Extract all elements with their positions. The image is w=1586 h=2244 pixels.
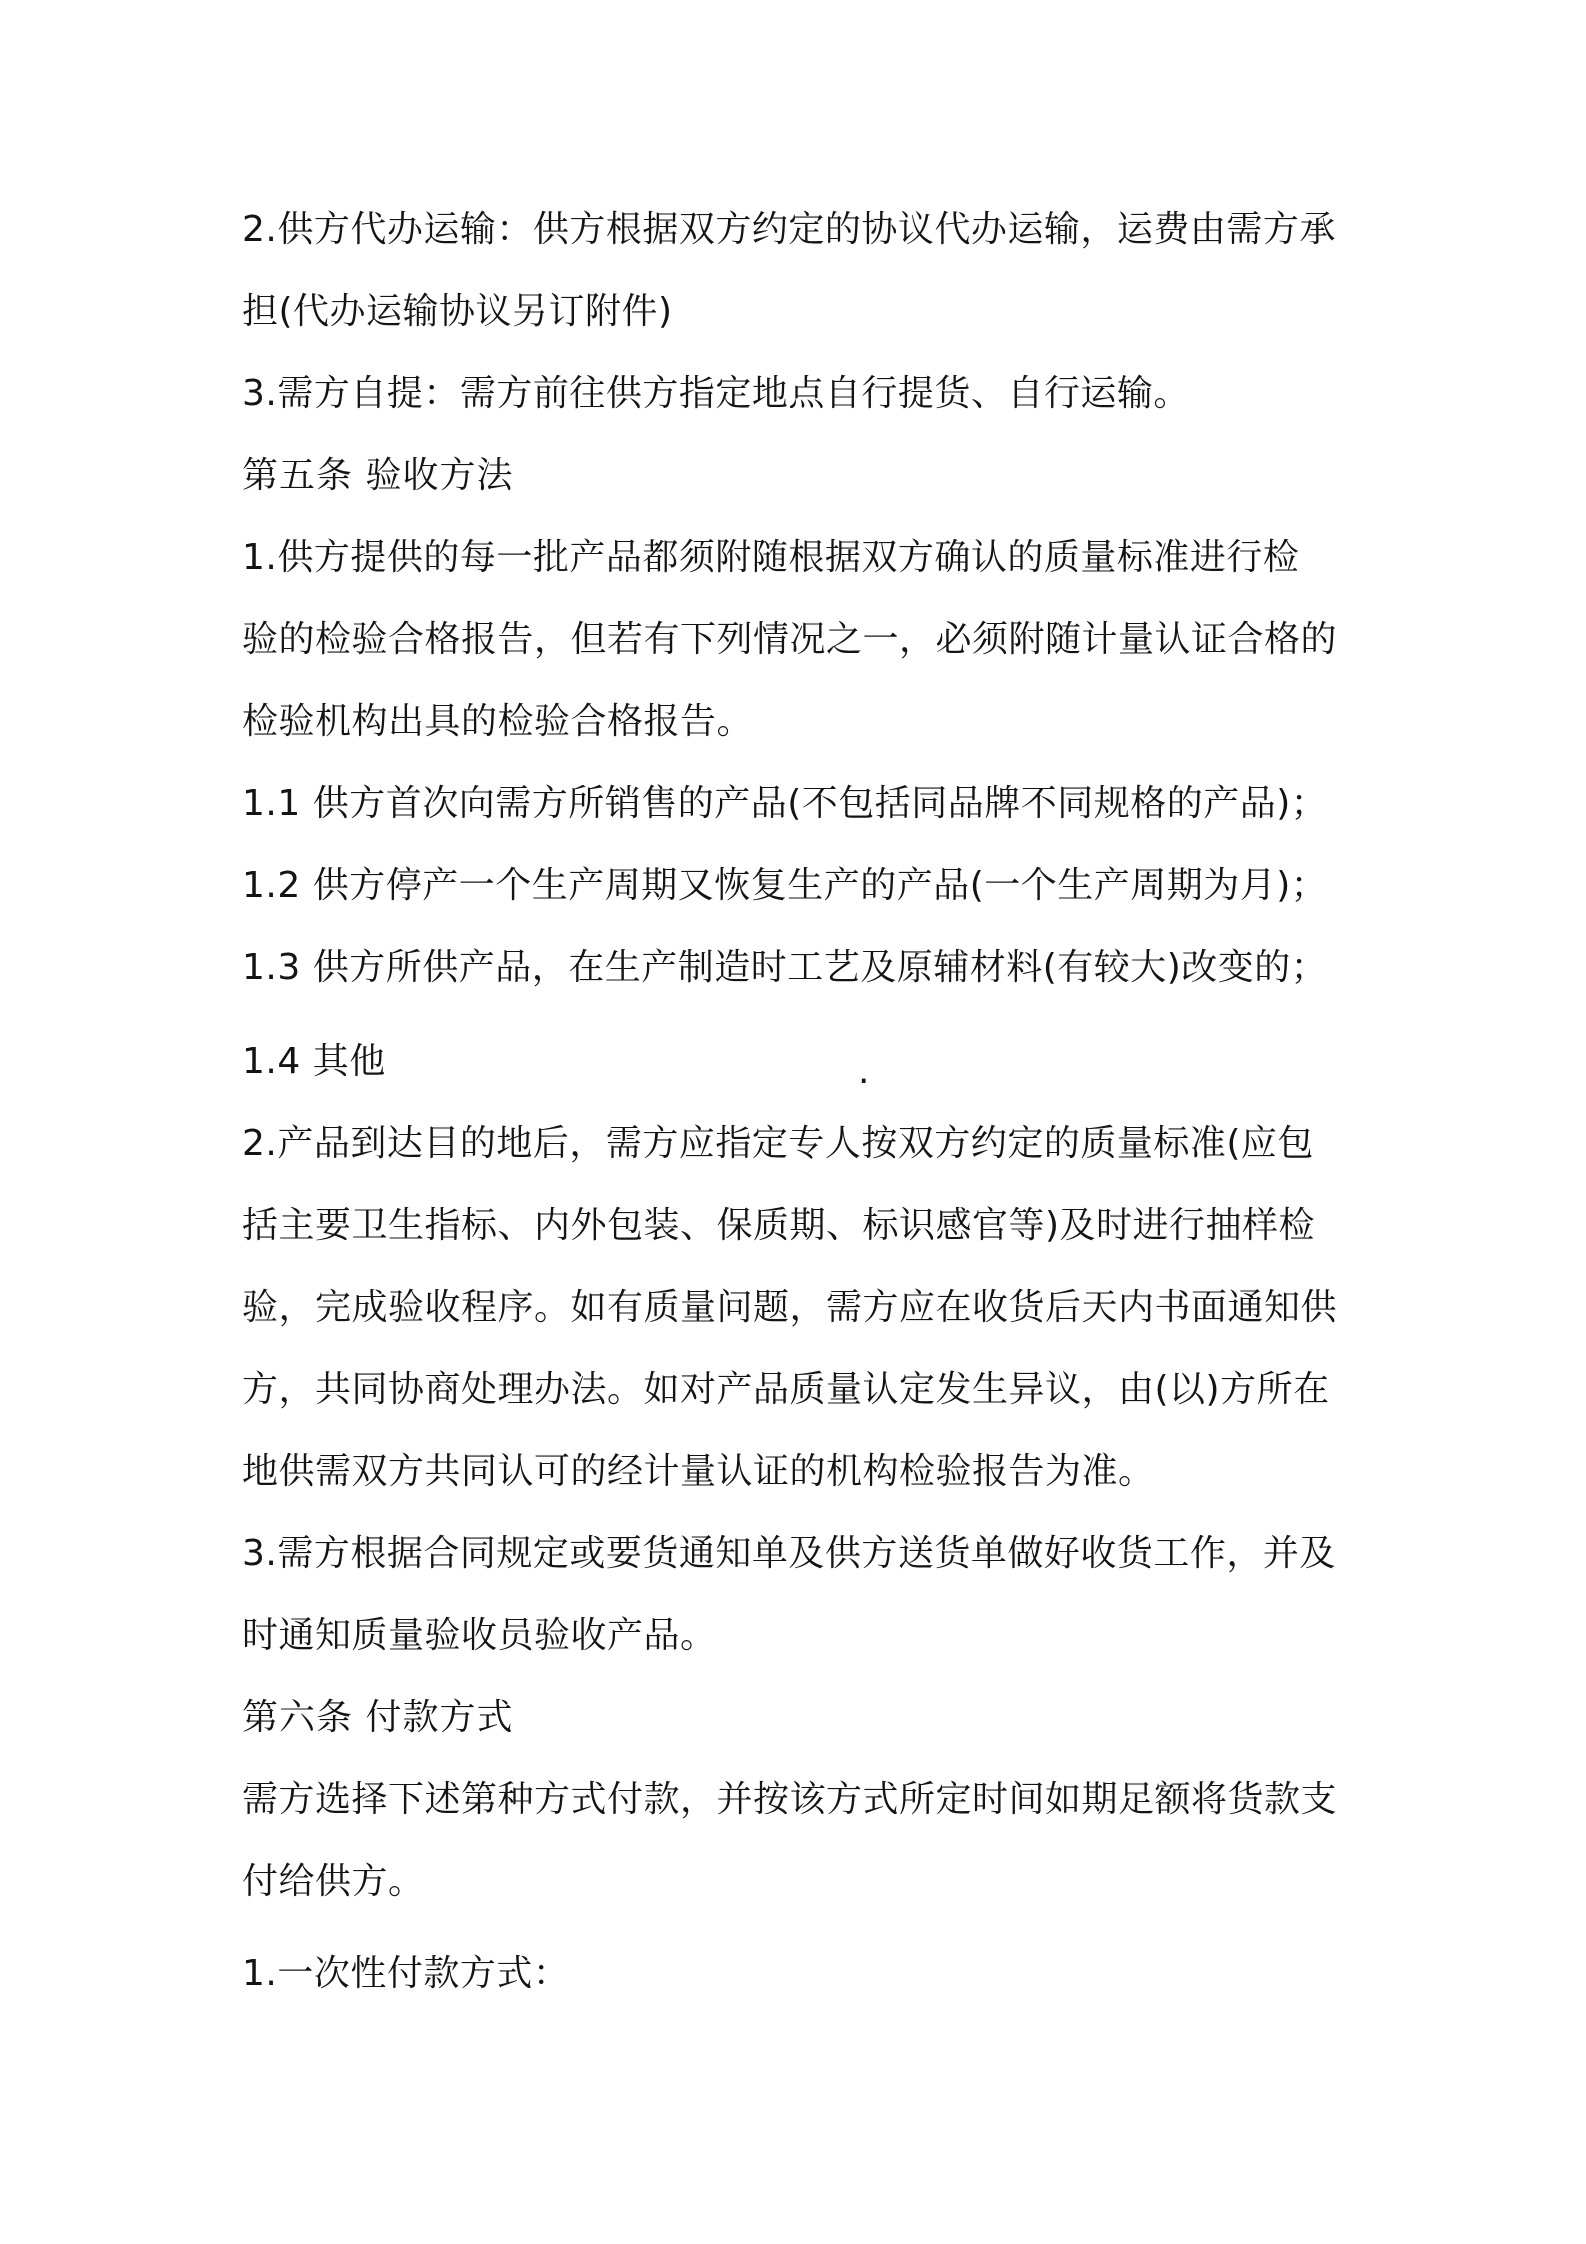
paragraph-line: 方，共同协商处理办法。如对产品质量认定发生异议，由(以)方所在 (242, 1369, 1330, 1410)
section-heading: 第六条 付款方式 (242, 1697, 514, 1738)
list-item: 1.3 供方所供产品，在生产制造时工艺及原辅材料(有较大)改变的； (242, 947, 1328, 988)
paragraph-line: 时通知质量验收员验收产品。 (242, 1615, 717, 1656)
blank-fill-mark: . (858, 1051, 870, 1092)
list-item: 1.2 供方停产一个生产周期又恢复生产的产品(一个生产周期为月)； (242, 865, 1328, 906)
paragraph-line: 2.供方代办运输：供方根据双方约定的协议代办运输，运费由需方承 (242, 209, 1336, 250)
paragraph-line: 验的检验合格报告，但若有下列情况之一，必须附随计量认证合格的 (242, 619, 1338, 660)
paragraph-line: 1.一次性付款方式： (242, 1953, 570, 1994)
paragraph-line: 2.产品到达目的地后，需方应指定专人按双方约定的质量标准(应包 (242, 1123, 1314, 1164)
section-heading: 第五条 验收方法 (242, 455, 514, 496)
paragraph-line: 担(代办运输协议另订附件) (242, 291, 673, 332)
paragraph-line: 1.供方提供的每一批产品都须附随根据双方确认的质量标准进行检 (242, 537, 1300, 578)
list-item: 1.1 供方首次向需方所销售的产品(不包括同品牌不同规格的产品)； (242, 783, 1328, 824)
paragraph-line: 3.需方自提：需方前往供方指定地点自行提货、自行运输。 (242, 373, 1190, 414)
paragraph-line: 括主要卫生指标、内外包装、保质期、标识感官等)及时进行抽样检 (242, 1205, 1316, 1246)
list-item: 1.4 其他 (242, 1041, 386, 1082)
paragraph-line: 检验机构出具的检验合格报告。 (242, 701, 754, 742)
paragraph-line: 付给供方。 (242, 1861, 425, 1902)
paragraph-line: 需方选择下述第种方式付款，并按该方式所定时间如期足额将货款支 (242, 1779, 1338, 1820)
paragraph-line: 3.需方根据合同规定或要货通知单及供方送货单做好收货工作，并及 (242, 1533, 1336, 1574)
paragraph-line: 验，完成验收程序。如有质量问题，需方应在收货后天内书面通知供 (242, 1287, 1338, 1328)
paragraph-line: 地供需双方共同认可的经计量认证的机构检验报告为准。 (242, 1451, 1155, 1492)
